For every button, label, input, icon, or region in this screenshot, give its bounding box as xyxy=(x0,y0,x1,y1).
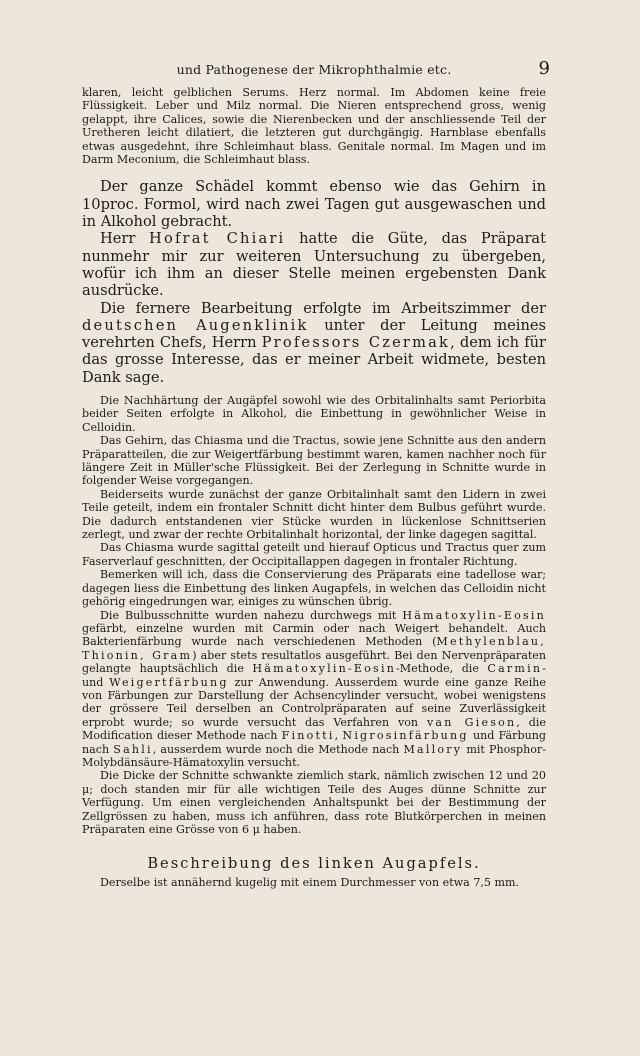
autopsy-findings-block xyxy=(82,86,546,166)
stain-name: Weigertfärbung xyxy=(109,675,229,689)
paragraph: Die Nachhärtung der Augäpfel sowohl wie des Orbitalinhalts samt Periorbita beider Seiten erfolgte in Alkohol, die Einbettung in gewöhnlicher Weise in Celloidin. xyxy=(82,394,546,434)
stain-name: Hämatoxylin-Eosin xyxy=(402,608,546,622)
running-head: und Pathogenese der Mikrophthalmie etc. xyxy=(176,62,452,77)
paragraph: Die Dicke der Schnitte schwankte ziemlich stark, nämlich zwischen 12 und 20 μ; doch standen mir für alle wichtigen Teile des Auges dünne Schnitte zur Verfügung. Um einen vergleichenden Anhaltspunkt bei der Bestimmung der Zellgrössen zu haben, muss ich anführen, dass rote Blutkörperchen in meinen Präparaten eine Grösse von 6 μ haben. xyxy=(82,769,546,836)
page-header xyxy=(82,0,550,86)
methods-block xyxy=(82,394,546,836)
paragraph: Herr Hofrat Chiari hatte die Güte, das Präparat nunmehr mir zur weiteren Untersuchung zu übergeben, wofür ich ihm an dieser Stelle meinen ergebensten Dank ausdrücke. xyxy=(82,230,546,300)
preparation-block xyxy=(82,178,546,386)
paragraph: Die fernere Bearbeitung erfolgte im Arbeitszimmer der deutschen Augenklinik unter der Leitung meines verehrten Chefs, Herrn Professors Czermak, dem ich für das grosse Interesse, das er meiner Arbeit widmete, besten Dank sage. xyxy=(82,299,546,386)
paragraph: Der ganze Schädel kommt ebenso wie das Gehirn in 10proc. Formol, wird nach zwei Tagen gut ausgewaschen und in Alkohol gebracht. xyxy=(82,178,546,231)
section-block xyxy=(82,876,546,889)
person-name: Sahli xyxy=(113,742,153,756)
page-number: 9 xyxy=(538,58,550,79)
paragraph: klaren, leicht gelblichen Serums. Herz normal. Im Abdomen keine freie Flüssigkeit. Leber und Milz normal. Die Nieren entsprechend gross, wenig gelappt, ihre Calices, sowie die Nierenbecken und der anschliessende Teil der Uretheren leicht dilatiert, die letzteren gut durchgängig. Harnblase ebenfalls etwas ausgedehnt, ihre Schleimhaut blass. Genitale normal. Im Magen und im Darm Meconium, die Schleimhaut blass. xyxy=(82,86,546,167)
institution-name: deutschen Augenklinik xyxy=(82,316,309,334)
stain-name: Carmin xyxy=(487,662,543,676)
stain-name: Methylenblau, Thionin, Gram xyxy=(82,635,546,662)
paragraph: Das Chiasma wurde sagittal geteilt und hierauf Opticus und Tractus quer zum Faserverlauf geschnitten, der Occipitallappen dagegen in frontaler Richtung. xyxy=(82,541,546,568)
person-name: Professors Czermak xyxy=(261,334,451,352)
stain-name: Hämatoxylin-Eosin xyxy=(252,662,397,676)
paragraph: Derselbe ist annähernd kugelig mit einem Durchmesser von etwa 7,5 mm. xyxy=(100,876,520,890)
stain-name: Nigrosinfärbung xyxy=(342,729,469,743)
paragraph: Bemerken will ich, dass die Conservierung des Präparats eine tadellose war; dagegen liess die Einbettung des linken Augapfels, in welchen das Celloidin nicht gehörig eingedrungen war, einiges zu wünschen übrig. xyxy=(82,568,546,609)
person-name: Mallory xyxy=(403,742,463,756)
paragraph: Beiderseits wurde zunächst der ganze Orbitalinhalt samt den Lidern in zwei Teile geteilt, indem ein frontaler Schnitt dicht hinter dem Bulbus geführt wurde. Die dadurch entstandenen vier Stücke wurden in lückenlose Schnittserien zerlegt, und zwar der rechte Orbitalinhalt horizontal, der linke dagegen sagittal. xyxy=(82,487,546,542)
person-name: Hofrat Chiari xyxy=(149,230,286,248)
paragraph: Das Gehirn, das Chiasma und die Tractus, sowie jene Schnitte aus den andern Präparatteilen, die zur Weigertfärbung bestimmt waren, kamen nachher noch für längere Zeit in Müller'sche Flüssigkeit. Bei der Zerlegung in Schnitte wurde in folgender Weise vorgegangen. xyxy=(82,434,546,488)
person-name: Finotti xyxy=(281,729,335,743)
paragraph: Die Bulbusschnitte wurden nahezu durchwegs mit Hämatoxylin-Eosin gefärbt, einzelne wurden mit Carmin oder nach Weigert behandelt. Auch Bakterienfärbung wurde nach verschiedenen Methoden (Methylenblau, Thionin, Gram) aber stets resultatlos ausgeführt. Bei den Nervenpräparaten gelangte hauptsächlich die Hämatoxylin-Eosin-Methode, die Carmin- und Weigertfärbung zur Anwendung. Ausserdem wurde eine ganze Reihe von Färbungen zur Darstellung der Achsencylinder versucht, wobei wenigstens der grössere Teil derselben an Controlpräparaten auf seine Zuverlässigkeit erprobt wurde; so wurde versucht das Verfahren von van Gieson, die Modification dieser Methode nach Finotti, Nigrosinfärbung und Färbung nach Sahli, ausserdem wurde noch die Methode nach Mallory mit Phosphor-Molybdänsäure-Hämatoxylin versucht. xyxy=(82,608,546,769)
person-name: van Gieson xyxy=(426,715,517,729)
section-heading: Beschreibung des linken Augapfels. xyxy=(147,855,481,873)
